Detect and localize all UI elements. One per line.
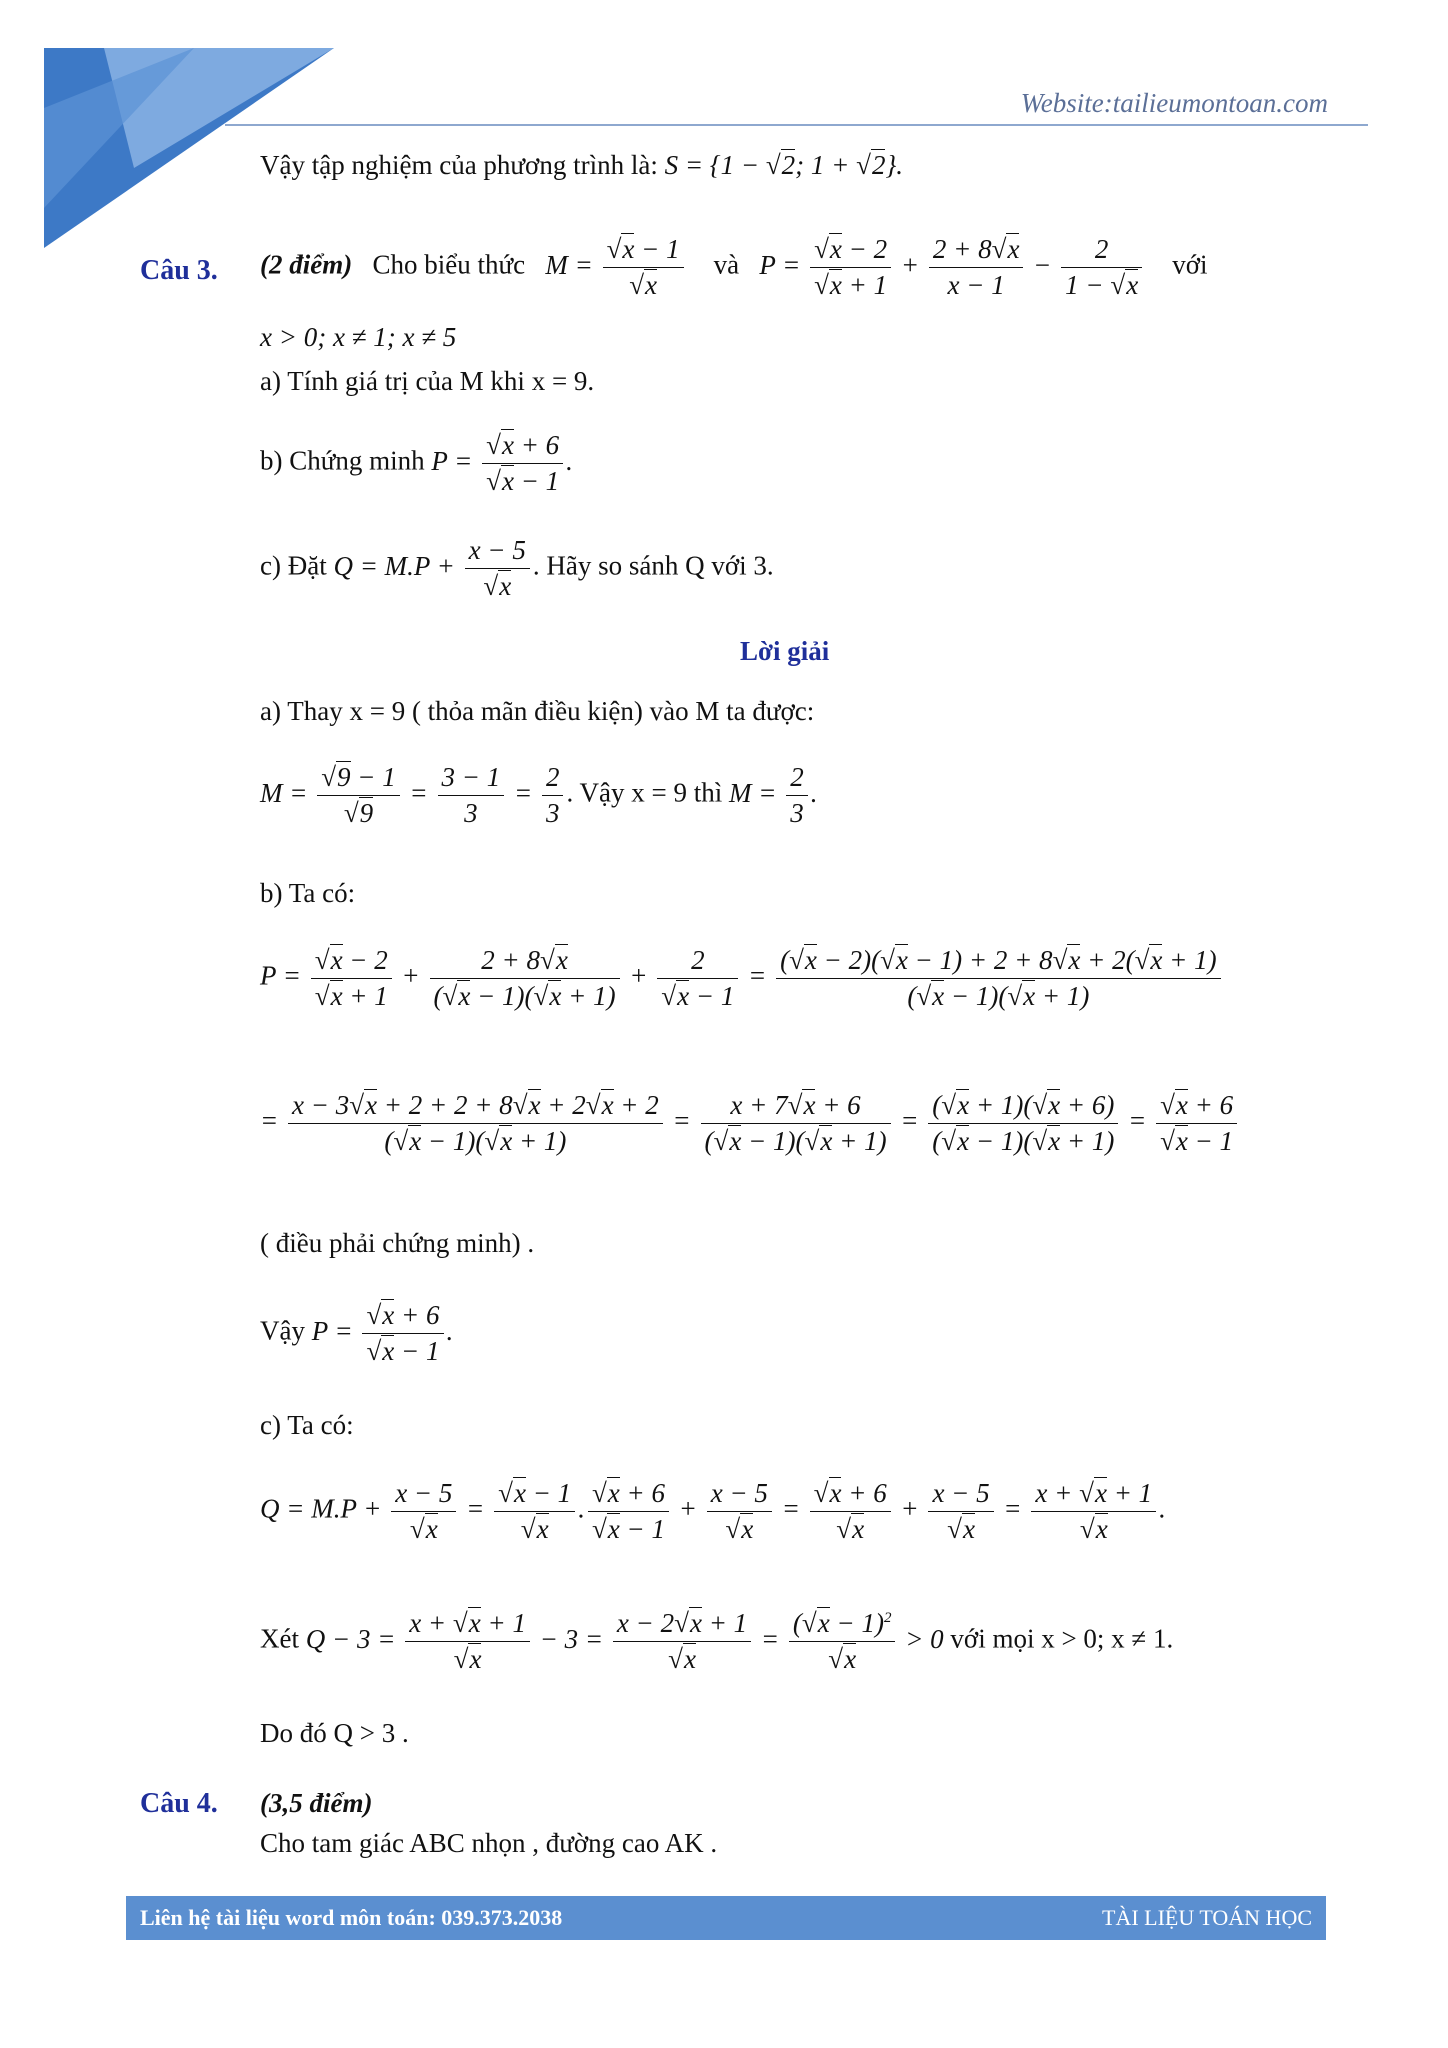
part-b-formula: P = $\frac{√x + 6}{√x - 1}$ . bbox=[431, 430, 573, 496]
loi-giai-heading: Lời giải bbox=[740, 636, 830, 666]
sol-a-conclusion: . Vậy x = 9 thì bbox=[566, 777, 723, 808]
header-rule bbox=[225, 124, 1368, 126]
solution-set-prefix: Vậy tập nghiệm của phương trình là: bbox=[260, 150, 658, 180]
cau3-points: (2 điểm) bbox=[260, 249, 353, 280]
cau4-text: Cho tam giác ABC nhọn , đường cao AK . bbox=[260, 1828, 718, 1858]
part-c-prefix: c) Đặt bbox=[260, 550, 327, 581]
solution-set-line bbox=[260, 150, 903, 181]
cau3-with: với bbox=[1172, 249, 1208, 280]
sol-b-intro: b) Ta có: bbox=[260, 878, 356, 908]
sol-b-final: P = $\frac{√x + 6}{√x - 1}$ . bbox=[311, 1300, 454, 1366]
cau3-label: Câu 3. bbox=[140, 255, 218, 286]
part-b-prefix: b) Chứng minh bbox=[260, 445, 425, 476]
part-b-task bbox=[260, 430, 573, 497]
cau3-intro: Cho biểu thức bbox=[372, 249, 526, 280]
expr-M: M = $\frac{√x - 1}{√x}$ bbox=[545, 250, 693, 280]
sol-b-vay: Vậy bbox=[260, 1315, 305, 1346]
sol-b-end: ( điều phải chứng minh) . bbox=[260, 1228, 535, 1258]
expr-P: P = $\frac{√x - 2}{√x + 1}$ + $\frac{2 + 8√x}{x - 1}$ − $\frac{2}{1 - √x}$ bbox=[759, 250, 1152, 280]
sol-a-formula: M = $\frac{√9 - 1}{√9}$ = $\frac{3 - 1}{3}$ = $\frac{2}{3}$ bbox=[260, 778, 566, 808]
sol-c-intro: c) Ta có: bbox=[260, 1410, 354, 1440]
sol-b-step2: = $\frac{x - 3√x + 2 + 2 + 8√x + 2√x + 2}{(√x - 1)(√x + 1)}$ = $\frac{x + 7√x + 6}{(√x - 1)(√x + 1)}$ = $\frac{(√x + 1)(√x + 6)}{(√x - 1)(√x + 1)}$ = $\frac{√x + 6}{√x - 1}$ bbox=[260, 1090, 1240, 1157]
cau4-label: Câu 4. bbox=[140, 1788, 218, 1819]
cau3-and: và bbox=[713, 249, 740, 280]
xet-line bbox=[260, 1608, 1173, 1675]
xet-label: Xét bbox=[260, 1623, 299, 1654]
solution-set-math: S = {1 − √2; 1 + √2}. bbox=[664, 150, 904, 180]
sol-a-result: M = $\frac{2}{3}$ . bbox=[728, 762, 818, 828]
sol-b-step1: P = $\frac{√x - 2}{√x + 1}$ + $\frac{2 + 8√x}{(√x - 1)(√x + 1)}$ + $\frac{2}{√x - 1}$ = $\frac{(√x - 2)(√x - 1) + 2 + 8√x + 2(√x + 1)}{(√x - 1)(√x + 1)}$ bbox=[260, 945, 1224, 1012]
cau3-statement bbox=[260, 234, 1207, 301]
cau3-conditions: x > 0; x ≠ 1; x ≠ 5 bbox=[260, 322, 457, 352]
sol-c-calc: Q = M.P + $\frac{x - 5}{√x}$ = $\frac{√x - 1}{√x}$ . $\frac{√x + 6}{√x - 1}$ + $\frac{x - 5}{√x}$ = $\frac{√x + 6}{√x}$ + $\frac{x - 5}{√x}$ = $\frac{x + √x + 1}{√x}$ . bbox=[260, 1478, 1166, 1544]
part-c-suffix: . Hãy so sánh Q với 3. bbox=[532, 550, 774, 581]
xet-formula: Q − 3 = $\frac{x + √x + 1}{√x}$ − 3 = $\frac{x - 2√x + 1}{√x}$ = $\frac{(√x - 1)^2}{√x}$ > 0 bbox=[305, 1608, 951, 1674]
website-url: Website:tailieumontoan.com bbox=[1020, 88, 1328, 118]
part-a-task: a) Tính giá trị của M khi x = 9. bbox=[260, 366, 595, 396]
footer-bar bbox=[126, 1896, 1326, 1940]
do-do-line: Do đó Q > 3 . bbox=[260, 1718, 409, 1748]
sol-b-conclusion bbox=[260, 1300, 453, 1367]
sol-a-line: a) Thay x = 9 ( thỏa mãn điều kiện) vào M ta được: bbox=[260, 696, 815, 726]
cau4-points: (3,5 điểm) bbox=[260, 1788, 373, 1818]
footer-contact: Liên hệ tài liệu word môn toán: 039.373.2038 bbox=[140, 1905, 563, 1930]
part-c-task bbox=[260, 535, 774, 602]
xet-condition: với mọi x > 0; x ≠ 1. bbox=[950, 1623, 1174, 1654]
footer-brand: TÀI LIỆU TOÁN HỌC bbox=[1102, 1905, 1312, 1930]
part-c-formula: Q = M.P + $\frac{x - 5}{√x}$ bbox=[333, 551, 532, 581]
corner-decoration bbox=[44, 48, 334, 248]
sol-a-calc bbox=[260, 762, 817, 829]
